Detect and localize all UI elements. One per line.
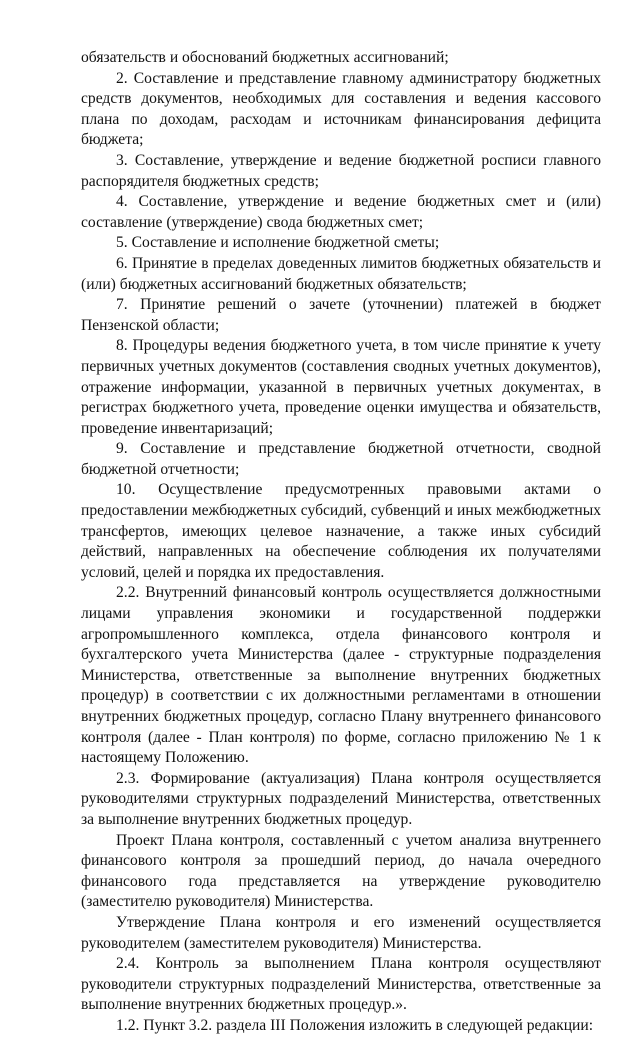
paragraph-12: 2.3. Формирование (актуализация) Плана контроля осуществляется руководителями структурных подразделений Министерства, ответственных за выполнение внутренних бюджетных процедур. <box>81 769 601 828</box>
paragraph-15: 2.4. Контроль за выполнением Плана контроля осуществляют руководители структурных подразделений Министерства, ответственные за выполнение внутренних бюджетных процедур.». <box>81 955 601 1014</box>
paragraph-5: 5. Составление и исполнение бюджетной сметы; <box>116 234 440 252</box>
paragraph-10: 10. Осуществление предусмотренных правовыми актами о предоставлении межбюджетных субсидий, субвенций и иных межбюджетных трансфертов, имеющих целевое назначение, а также иных субсидий действий, направленных на обеспечение соблюдения их получателями условий, целей и порядка их предоставления. <box>81 481 601 581</box>
paragraph-3: 3. Составление, утверждение и ведение бюджетной росписи главного распорядителя бюджетных средств; <box>81 151 601 190</box>
paragraph-9: 9. Составление и представление бюджетной отчетности, сводной бюджетной отчетности; <box>81 440 601 478</box>
paragraph-14: Утверждение Плана контроля и его изменений осуществляется руководителем (заместителем руководителя) Министерства. <box>81 913 601 952</box>
paragraph-2: 2. Составление и представление главному администратору бюджетных средств документов, необходимых для составления и ведения кассового плана по доходам, расходам и источникам финансирования дефицита бюджета; <box>81 69 601 149</box>
paragraph-16: 1.2. Пункт 3.2. раздела III Положения изложить в следующей редакции: <box>116 1016 594 1034</box>
paragraph-4: 4. Составление, утверждение и ведение бюджетных смет и (или) составление (утверждение) свода бюджетных смет; <box>81 193 601 231</box>
paragraph-8: 8. Процедуры ведения бюджетного учета, в том числе принятие к учету первичных учетных документов (составления сводных учетных документов), отражение информации, указанной в первичных учетных документах, в регистрах бюджетного учета, проведение оценки имущества и обязательств, проведение инвентаризаций; <box>81 337 601 437</box>
paragraph-6: 6. Принятие в пределах доведенных лимитов бюджетных обязательств и (или) бюджетных ассигнований бюджетных обязательств; <box>81 254 601 293</box>
document-body <box>81 48 601 1037</box>
paragraph-1: обязательств и обоснований бюджетных ассигнований; <box>81 49 449 66</box>
paragraph-7: 7. Принятие решений о зачете (уточнении) платежей в бюджет Пензенской области; <box>81 296 601 334</box>
paragraph-11: 2.2. Внутренний финансовый контроль осуществляется должностными лицами управления экономики и государственной поддержки агропромышленного комплекса, отдела финансового контроля и бухгалтерского учета Министерства (далее - структурные подразделения Министерства, ответственные за выполнение внутренних бюджетных процедур) в соответствии с их должностными регламентами в отношении внутренних бюджетных процедур, согласно Плану внутреннего финансового контроля (далее - План контроля) по форме, согласно приложению № 1 к настоящему Положению. <box>81 584 601 767</box>
paragraph-13: Проект Плана контроля, составленный с учетом анализа внутреннего финансового контроля за прошедший период, до начала очередного финансового года представляется на утверждение руководителю (заместителю руководителя) Министерства. <box>81 831 601 911</box>
